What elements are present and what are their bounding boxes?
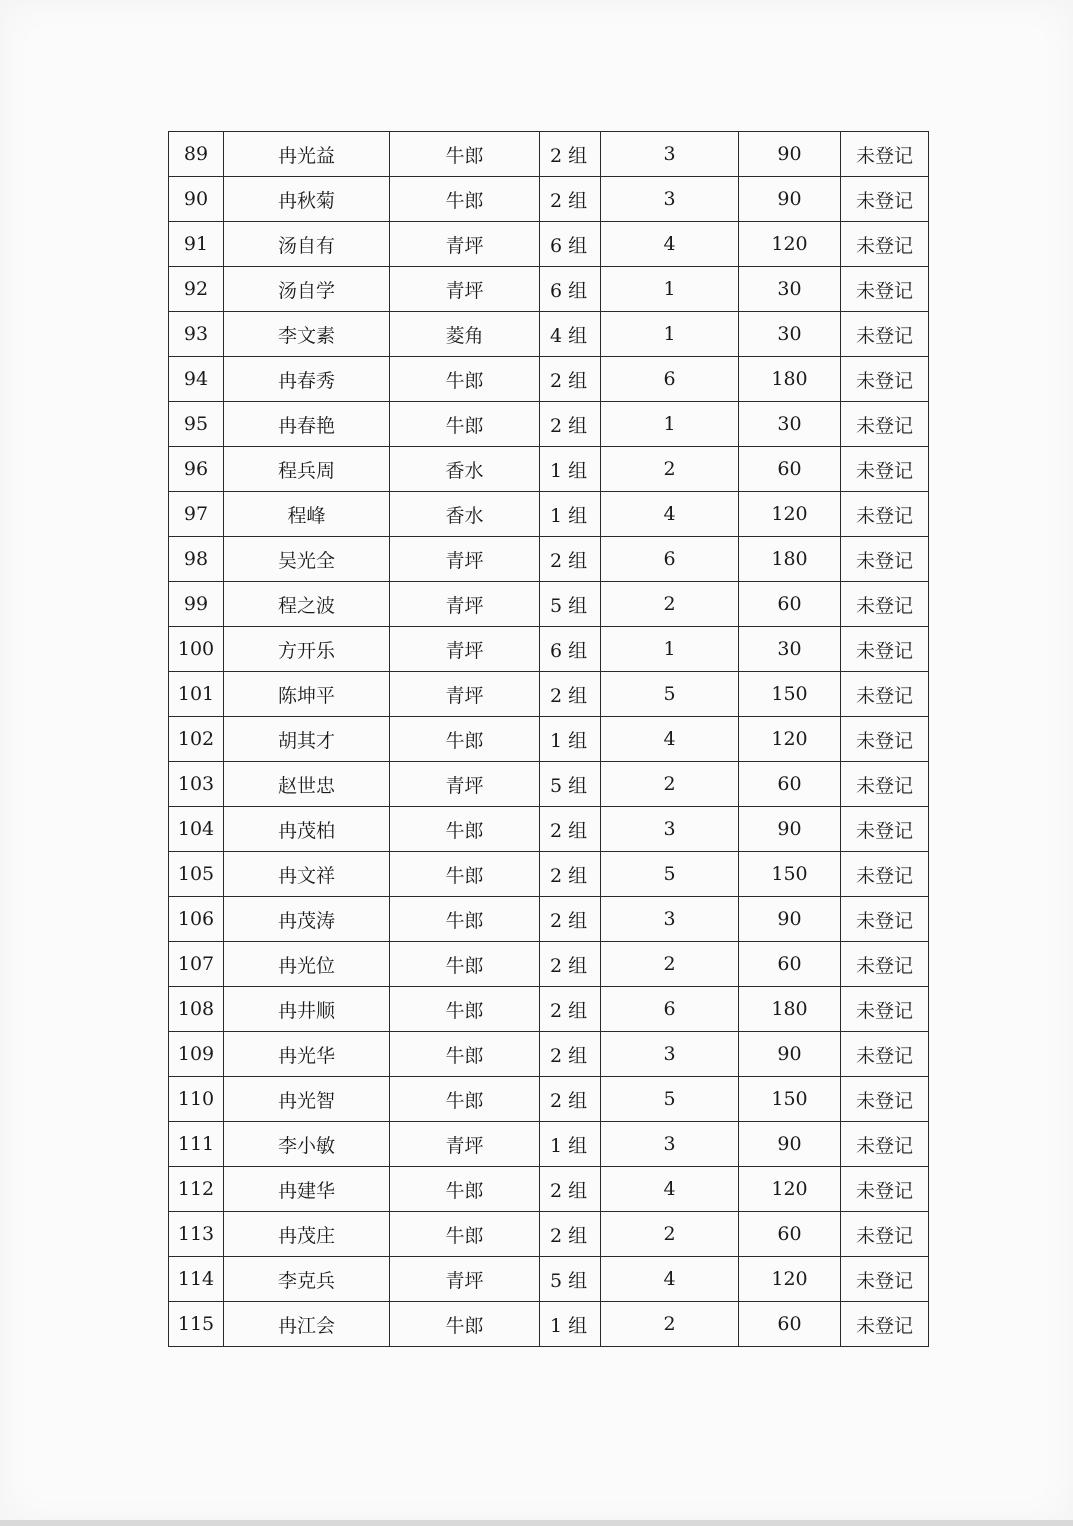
amount-cell: 60	[739, 1302, 841, 1347]
count-cell: 3	[601, 177, 739, 222]
status-cell: 未登记	[841, 537, 929, 582]
count-cell: 2	[601, 447, 739, 492]
status-cell: 未登记	[841, 897, 929, 942]
group-cell: 1 组	[540, 447, 601, 492]
group-cell: 6 组	[540, 222, 601, 267]
amount-cell: 60	[739, 582, 841, 627]
roster-table	[168, 131, 929, 1347]
count-cell: 5	[601, 672, 739, 717]
name-cell: 冉春秀	[224, 357, 390, 402]
status-cell: 未登记	[841, 1302, 929, 1347]
row-number-cell: 98	[169, 537, 224, 582]
village-cell: 牛郎	[390, 1032, 540, 1077]
count-cell: 1	[601, 312, 739, 357]
village-cell: 牛郎	[390, 897, 540, 942]
amount-cell: 120	[739, 1257, 841, 1302]
table-row	[169, 1212, 929, 1257]
table-row	[169, 807, 929, 852]
name-cell: 程峰	[224, 492, 390, 537]
group-cell: 2 组	[540, 807, 601, 852]
table-row	[169, 492, 929, 537]
count-cell: 5	[601, 1077, 739, 1122]
group-cell: 1 组	[540, 1302, 601, 1347]
village-cell: 青坪	[390, 1257, 540, 1302]
group-cell: 1 组	[540, 492, 601, 537]
name-cell: 冉光位	[224, 942, 390, 987]
table-row	[169, 222, 929, 267]
table-row	[169, 357, 929, 402]
row-number-cell: 115	[169, 1302, 224, 1347]
status-cell: 未登记	[841, 1212, 929, 1257]
name-cell: 冉茂柏	[224, 807, 390, 852]
count-cell: 2	[601, 762, 739, 807]
village-cell: 青坪	[390, 582, 540, 627]
name-cell: 冉江会	[224, 1302, 390, 1347]
table-row	[169, 267, 929, 312]
table-row	[169, 1302, 929, 1347]
village-cell: 牛郎	[390, 177, 540, 222]
group-cell: 2 组	[540, 1212, 601, 1257]
amount-cell: 150	[739, 852, 841, 897]
row-number-cell: 97	[169, 492, 224, 537]
row-number-cell: 107	[169, 942, 224, 987]
village-cell: 牛郎	[390, 1077, 540, 1122]
village-cell: 牛郎	[390, 1302, 540, 1347]
amount-cell: 90	[739, 897, 841, 942]
row-number-cell: 103	[169, 762, 224, 807]
table-row	[169, 942, 929, 987]
group-cell: 2 组	[540, 942, 601, 987]
status-cell: 未登记	[841, 1032, 929, 1077]
status-cell: 未登记	[841, 312, 929, 357]
village-cell: 菱角	[390, 312, 540, 357]
name-cell: 汤自学	[224, 267, 390, 312]
amount-cell: 30	[739, 402, 841, 447]
amount-cell: 90	[739, 177, 841, 222]
row-number-cell: 110	[169, 1077, 224, 1122]
status-cell: 未登记	[841, 132, 929, 177]
table-row	[169, 1077, 929, 1122]
group-cell: 2 组	[540, 537, 601, 582]
table-row	[169, 312, 929, 357]
row-number-cell: 111	[169, 1122, 224, 1167]
name-cell: 陈坤平	[224, 672, 390, 717]
row-number-cell: 102	[169, 717, 224, 762]
row-number-cell: 101	[169, 672, 224, 717]
name-cell: 程之波	[224, 582, 390, 627]
table-row	[169, 1032, 929, 1077]
group-cell: 2 组	[540, 1077, 601, 1122]
row-number-cell: 100	[169, 627, 224, 672]
village-cell: 牛郎	[390, 1167, 540, 1212]
table-row	[169, 582, 929, 627]
group-cell: 6 组	[540, 267, 601, 312]
status-cell: 未登记	[841, 222, 929, 267]
row-number-cell: 112	[169, 1167, 224, 1212]
amount-cell: 90	[739, 1032, 841, 1077]
table-row	[169, 852, 929, 897]
name-cell: 冉茂涛	[224, 897, 390, 942]
group-cell: 1 组	[540, 1122, 601, 1167]
row-number-cell: 105	[169, 852, 224, 897]
table-row	[169, 177, 929, 222]
name-cell: 冉秋菊	[224, 177, 390, 222]
name-cell: 吴光全	[224, 537, 390, 582]
group-cell: 2 组	[540, 1167, 601, 1212]
count-cell: 6	[601, 357, 739, 402]
status-cell: 未登记	[841, 1257, 929, 1302]
group-cell: 2 组	[540, 852, 601, 897]
status-cell: 未登记	[841, 447, 929, 492]
table-row	[169, 1167, 929, 1212]
table-row	[169, 897, 929, 942]
status-cell: 未登记	[841, 627, 929, 672]
row-number-cell: 92	[169, 267, 224, 312]
group-cell: 2 组	[540, 987, 601, 1032]
count-cell: 1	[601, 402, 739, 447]
name-cell: 冉光益	[224, 132, 390, 177]
name-cell: 冉文祥	[224, 852, 390, 897]
status-cell: 未登记	[841, 852, 929, 897]
group-cell: 1 组	[540, 717, 601, 762]
table-row	[169, 1257, 929, 1302]
count-cell: 6	[601, 987, 739, 1032]
name-cell: 程兵周	[224, 447, 390, 492]
table-row	[169, 402, 929, 447]
count-cell: 3	[601, 1032, 739, 1077]
name-cell: 赵世忠	[224, 762, 390, 807]
village-cell: 青坪	[390, 1122, 540, 1167]
group-cell: 2 组	[540, 897, 601, 942]
count-cell: 4	[601, 1167, 739, 1212]
row-number-cell: 113	[169, 1212, 224, 1257]
table-row	[169, 537, 929, 582]
group-cell: 2 组	[540, 672, 601, 717]
amount-cell: 30	[739, 267, 841, 312]
amount-cell: 180	[739, 537, 841, 582]
count-cell: 4	[601, 1257, 739, 1302]
row-number-cell: 106	[169, 897, 224, 942]
name-cell: 冉光华	[224, 1032, 390, 1077]
amount-cell: 90	[739, 807, 841, 852]
amount-cell: 180	[739, 357, 841, 402]
page-bottom-edge	[0, 1520, 1073, 1526]
group-cell: 5 组	[540, 582, 601, 627]
status-cell: 未登记	[841, 177, 929, 222]
village-cell: 牛郎	[390, 807, 540, 852]
name-cell: 冉茂庄	[224, 1212, 390, 1257]
table-row	[169, 717, 929, 762]
village-cell: 牛郎	[390, 852, 540, 897]
count-cell: 3	[601, 897, 739, 942]
count-cell: 1	[601, 627, 739, 672]
group-cell: 2 组	[540, 132, 601, 177]
count-cell: 1	[601, 267, 739, 312]
status-cell: 未登记	[841, 762, 929, 807]
name-cell: 李小敏	[224, 1122, 390, 1167]
amount-cell: 120	[739, 717, 841, 762]
village-cell: 青坪	[390, 267, 540, 312]
row-number-cell: 96	[169, 447, 224, 492]
amount-cell: 180	[739, 987, 841, 1032]
group-cell: 2 组	[540, 402, 601, 447]
table-row	[169, 762, 929, 807]
name-cell: 胡其才	[224, 717, 390, 762]
amount-cell: 90	[739, 132, 841, 177]
name-cell: 李文素	[224, 312, 390, 357]
village-cell: 牛郎	[390, 357, 540, 402]
village-cell: 青坪	[390, 537, 540, 582]
amount-cell: 150	[739, 1077, 841, 1122]
count-cell: 4	[601, 492, 739, 537]
amount-cell: 30	[739, 312, 841, 357]
group-cell: 2 组	[540, 1032, 601, 1077]
village-cell: 青坪	[390, 672, 540, 717]
group-cell: 4 组	[540, 312, 601, 357]
status-cell: 未登记	[841, 807, 929, 852]
name-cell: 冉春艳	[224, 402, 390, 447]
table-row	[169, 447, 929, 492]
village-cell: 青坪	[390, 762, 540, 807]
status-cell: 未登记	[841, 267, 929, 312]
status-cell: 未登记	[841, 672, 929, 717]
amount-cell: 120	[739, 222, 841, 267]
amount-cell: 60	[739, 1212, 841, 1257]
row-number-cell: 94	[169, 357, 224, 402]
row-number-cell: 95	[169, 402, 224, 447]
table-row	[169, 1122, 929, 1167]
amount-cell: 150	[739, 672, 841, 717]
village-cell: 牛郎	[390, 132, 540, 177]
count-cell: 2	[601, 942, 739, 987]
amount-cell: 120	[739, 1167, 841, 1212]
name-cell: 冉井顺	[224, 987, 390, 1032]
village-cell: 牛郎	[390, 1212, 540, 1257]
village-cell: 香水	[390, 492, 540, 537]
village-cell: 青坪	[390, 222, 540, 267]
village-cell: 香水	[390, 447, 540, 492]
row-number-cell: 93	[169, 312, 224, 357]
status-cell: 未登记	[841, 357, 929, 402]
table-row	[169, 987, 929, 1032]
village-cell: 牛郎	[390, 942, 540, 987]
row-number-cell: 90	[169, 177, 224, 222]
row-number-cell: 109	[169, 1032, 224, 1077]
status-cell: 未登记	[841, 402, 929, 447]
count-cell: 6	[601, 537, 739, 582]
name-cell: 李克兵	[224, 1257, 390, 1302]
table-row	[169, 672, 929, 717]
status-cell: 未登记	[841, 492, 929, 537]
group-cell: 5 组	[540, 1257, 601, 1302]
amount-cell: 60	[739, 762, 841, 807]
row-number-cell: 104	[169, 807, 224, 852]
table-row	[169, 627, 929, 672]
status-cell: 未登记	[841, 1167, 929, 1212]
count-cell: 3	[601, 807, 739, 852]
row-number-cell: 114	[169, 1257, 224, 1302]
name-cell: 方开乐	[224, 627, 390, 672]
village-cell: 青坪	[390, 627, 540, 672]
row-number-cell: 89	[169, 132, 224, 177]
table-row	[169, 132, 929, 177]
status-cell: 未登记	[841, 942, 929, 987]
group-cell: 2 组	[540, 357, 601, 402]
amount-cell: 90	[739, 1122, 841, 1167]
amount-cell: 120	[739, 492, 841, 537]
status-cell: 未登记	[841, 1122, 929, 1167]
village-cell: 牛郎	[390, 717, 540, 762]
status-cell: 未登记	[841, 582, 929, 627]
count-cell: 3	[601, 132, 739, 177]
amount-cell: 60	[739, 447, 841, 492]
count-cell: 3	[601, 1122, 739, 1167]
row-number-cell: 99	[169, 582, 224, 627]
amount-cell: 60	[739, 942, 841, 987]
count-cell: 5	[601, 852, 739, 897]
count-cell: 2	[601, 1212, 739, 1257]
row-number-cell: 108	[169, 987, 224, 1032]
group-cell: 2 组	[540, 177, 601, 222]
group-cell: 6 组	[540, 627, 601, 672]
count-cell: 4	[601, 717, 739, 762]
count-cell: 2	[601, 1302, 739, 1347]
count-cell: 4	[601, 222, 739, 267]
count-cell: 2	[601, 582, 739, 627]
name-cell: 冉建华	[224, 1167, 390, 1212]
name-cell: 汤自有	[224, 222, 390, 267]
status-cell: 未登记	[841, 717, 929, 762]
row-number-cell: 91	[169, 222, 224, 267]
group-cell: 5 组	[540, 762, 601, 807]
village-cell: 牛郎	[390, 402, 540, 447]
village-cell: 牛郎	[390, 987, 540, 1032]
name-cell: 冉光智	[224, 1077, 390, 1122]
status-cell: 未登记	[841, 987, 929, 1032]
amount-cell: 30	[739, 627, 841, 672]
roster-table-body	[169, 132, 929, 1347]
status-cell: 未登记	[841, 1077, 929, 1122]
